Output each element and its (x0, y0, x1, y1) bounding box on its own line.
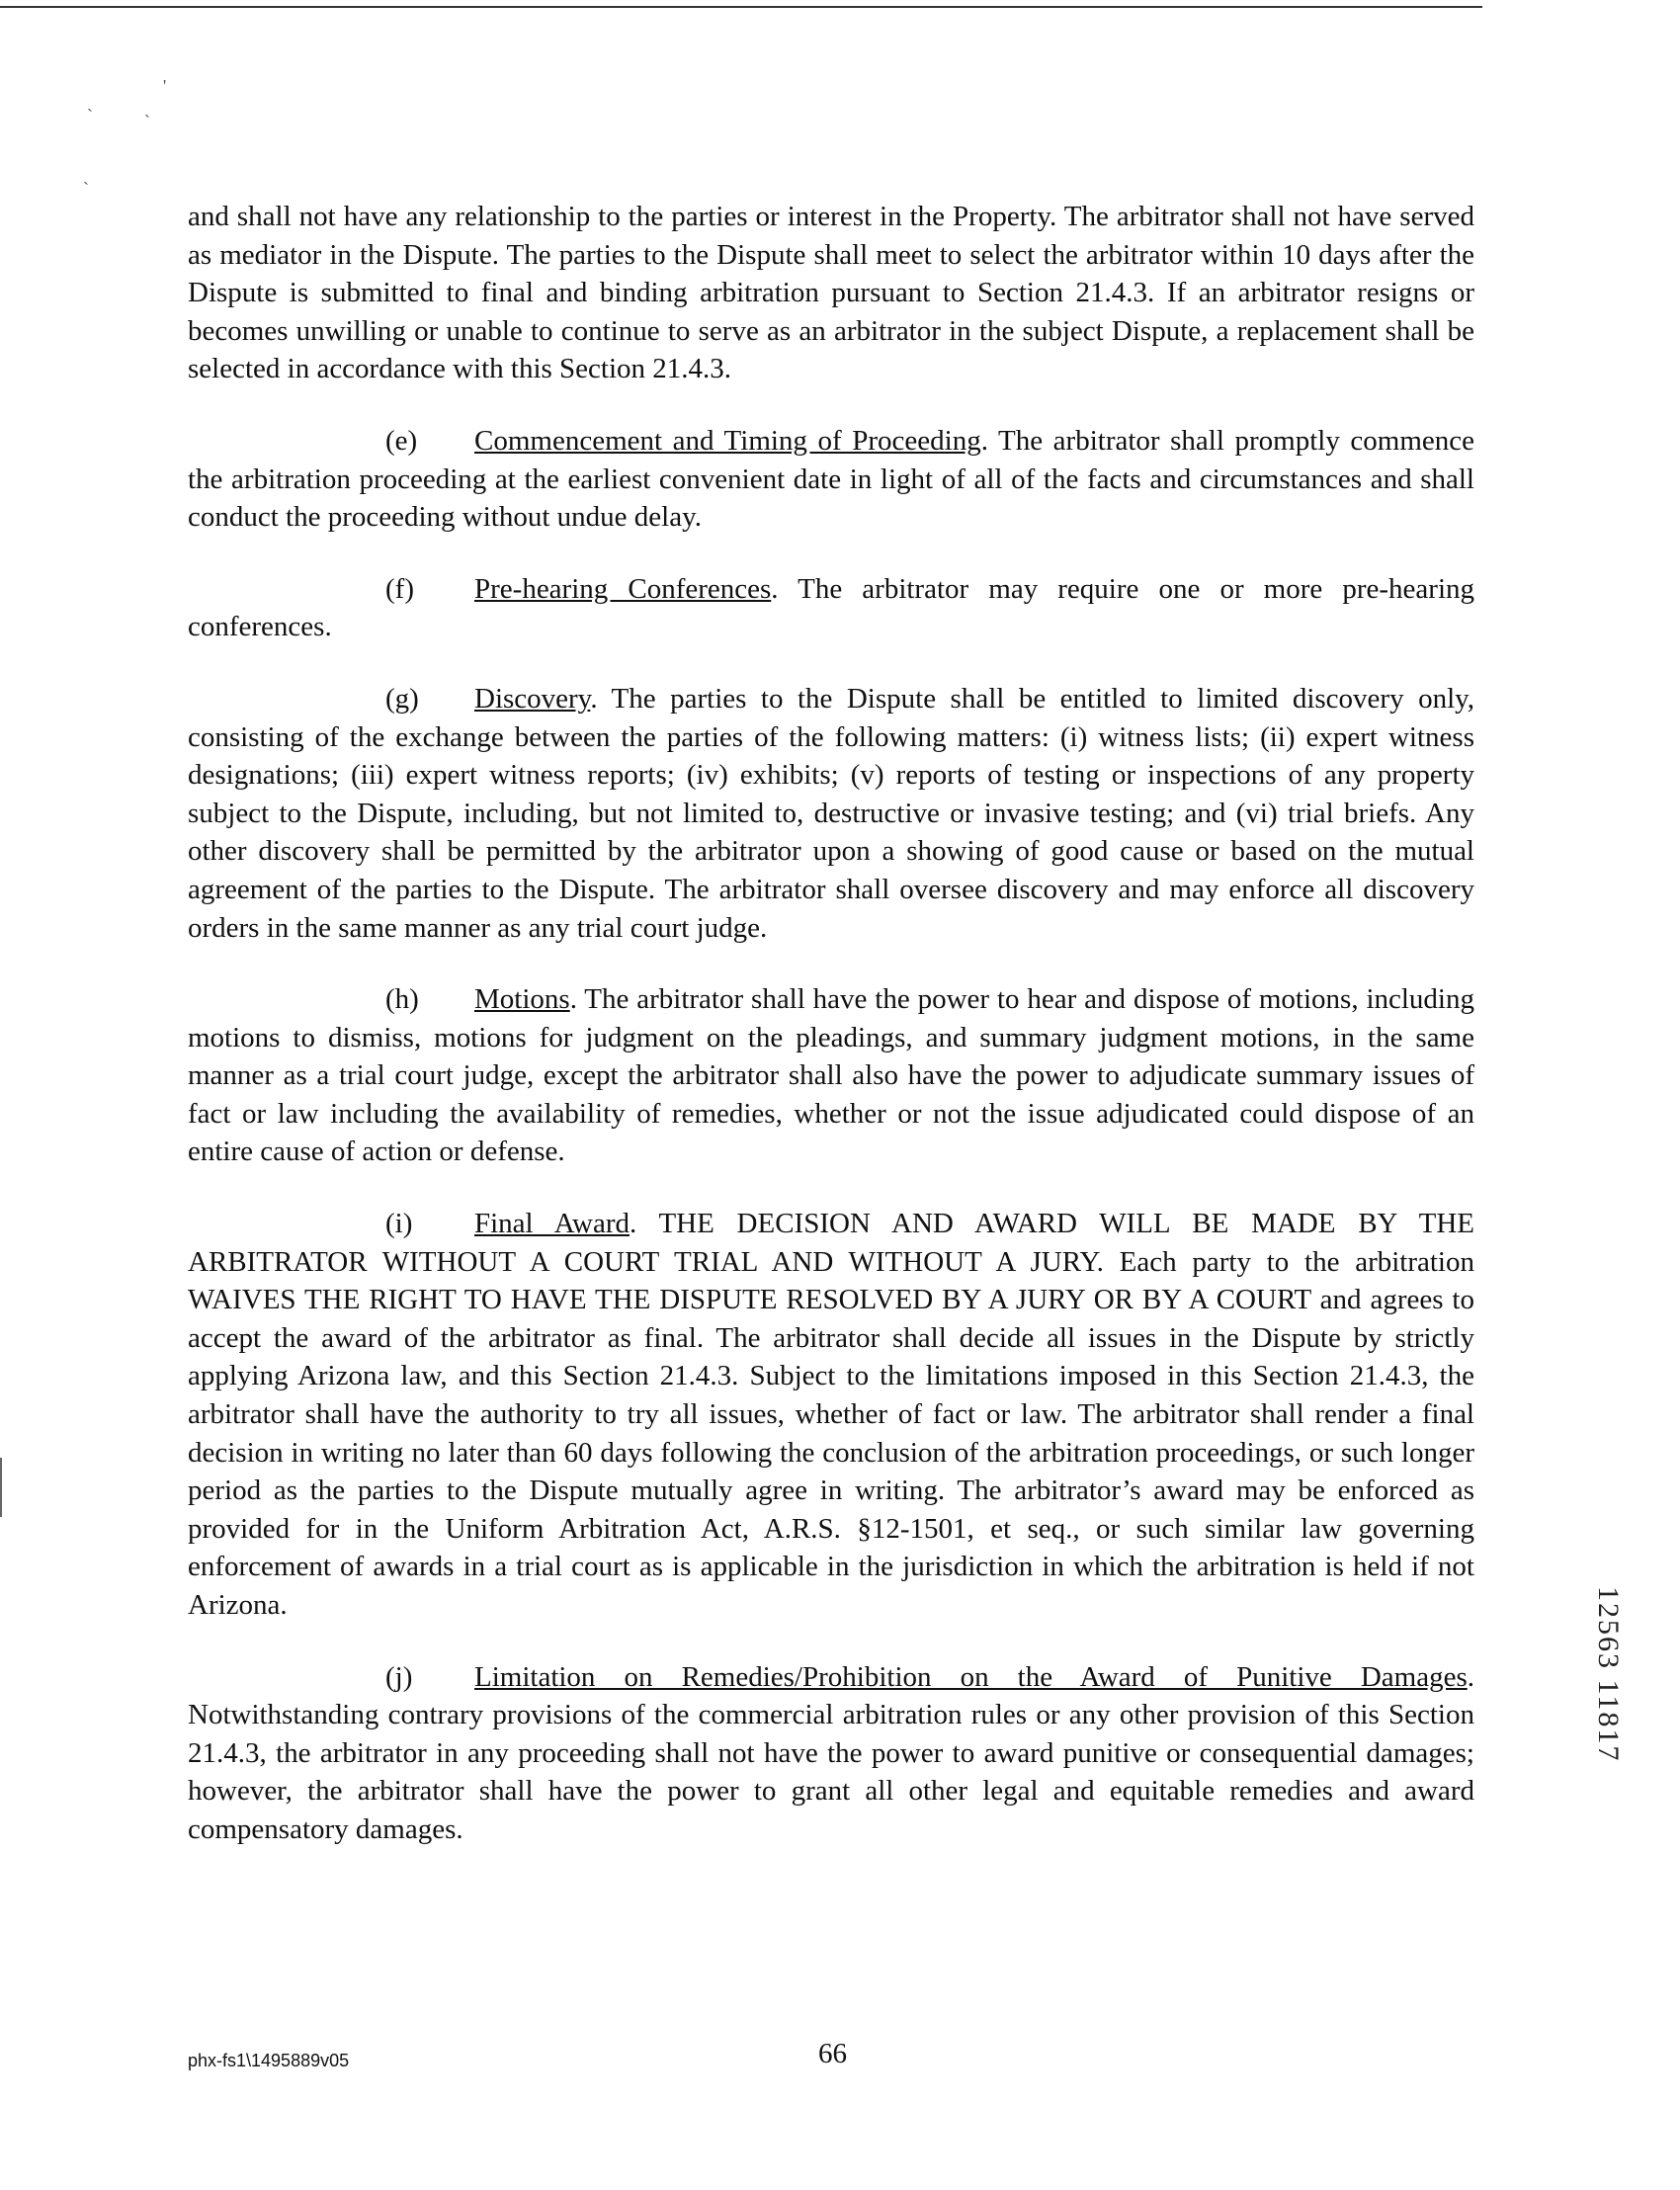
document-body (188, 198, 1474, 1883)
paragraph-g-text: . The parties to the Dispute shall be entitled to limited discovery only, consisting of the exchange between the parties of the following matters: (i) witness lists; (ii) expert witness designations; (iii) expert witness reports; (iv) exhibits; (v) reports of testing or inspections of any property subject to the Dispute, including, but not limited to, destructive or invasive testing; and (vi) trial briefs. Any other discovery shall be permitted by the arbitrator upon a showing of good cause or based on the mutual agreement of the parties to the Dispute. The arbitrator shall oversee discovery and may enforce all discovery orders in the same manner as any trial court judge. (188, 682, 1474, 944)
paragraph-f (188, 570, 1474, 646)
paragraph-h-label: (h) (385, 983, 419, 1016)
scan-speck: ' (163, 76, 167, 96)
footer-document-id: phx-fs1\1495889v05 (188, 2051, 350, 2070)
paragraph-e (188, 422, 1474, 537)
scan-speck: ` (87, 106, 93, 126)
paragraph-j-text: . Notwithstanding contrary provisions of the commercial arbitration rules or any other provision of this Section 21.4.3, the arbitrator in any proceeding shall not have the power to award punitive or consequential damages; however, the arbitrator shall have the power to grant all other legal and equitable remedies and award compensatory damages. (188, 1660, 1474, 1845)
paragraph-i (188, 1205, 1474, 1625)
paragraph-f-label: (f) (385, 572, 414, 605)
left-margin-scan-mark (0, 1458, 2, 1517)
paragraph-f-heading: Pre-hearing Conferences (474, 572, 772, 605)
paragraph-e-label: (e) (385, 424, 418, 457)
paragraph-h-text: . The arbitrator shall have the power to hear and dispose of motions, including motions to dismiss, motions for judgment on the pleadings, and summary judgment motions, in the same manner as a trial court judge, except the arbitrator shall also have the power to adjudicate summary issues of fact or law including the availability of remedies, whether or not the issue adjudicated could dispose of an entire cause of action or defense. (188, 983, 1474, 1168)
paragraph-i-text: . THE DECISION AND AWARD WILL BE MADE BY THE ARBITRATOR WITHOUT A COURT TRIAL AND WITHOUT A JURY. Each party to the arbitration WAIVES THE RIGHT TO HAVE THE DISPUTE RESOLVED BY A JURY OR BY A COURT and agrees to accept the award of the arbitrator as final. The arbitrator shall decide all issues in the Dispute by strictly applying Arizona law, and this Section 21.4.3. Subject to the limitations imposed in this Section 21.4.3, the arbitrator shall have the authority to try all issues, whether of fact or law. The arbitrator shall render a final decision in writing no later than 60 days following the conclusion of the arbitration proceedings, or such longer period as the parties to the Dispute mutually agree in writing. The arbitrator’s award may be enforced as provided for in the Uniform Arbitration Act, A.R.S. §12-1501, et seq., or such similar law governing enforcement of awards in a trial court as is applicable in the jurisdiction in which the arbitration is held if not Arizona. (188, 1208, 1474, 1621)
paragraph-j-heading: Limitation on Remedies/Prohibition on the Award of Punitive Damages (474, 1660, 1468, 1693)
paragraph-h-heading: Motions (474, 983, 570, 1016)
scan-speck: ` (83, 179, 89, 199)
paragraph-e-heading: Commencement and Timing of Proceeding (474, 424, 981, 457)
paragraph-f-text: . The arbitrator may require one or more pre-hearing conferences. (188, 572, 1475, 643)
margin-bates-stamp: 12563 11817 (1592, 1586, 1625, 1763)
paragraph-intro (188, 198, 1474, 388)
paragraph-intro-text: and shall not have any relationship to the parties or interest in the Property. The arbitrator shall not have served as mediator in the Dispute. The parties to the Dispute shall meet to select the arbitrator within 10 days after the Dispute is submitted to final and binding arbitration pursuant to Section 21.4.3. If an arbitrator resigns or becomes unwilling or unable to continue to serve as an arbitrator in the subject Dispute, a replacement shall be selected in accordance with this Section 21.4.3. (188, 201, 1474, 385)
paragraph-i-heading: Final Award (474, 1208, 630, 1240)
top-scan-edge-line (0, 6, 1482, 8)
paragraph-h (188, 980, 1474, 1171)
scan-speck: ` (144, 112, 150, 131)
paragraph-i-label: (i) (385, 1208, 413, 1240)
paragraph-j (188, 1658, 1474, 1849)
paragraph-g-heading: Discovery (474, 682, 591, 715)
paragraph-e-text: . The arbitrator shall promptly commence the arbitration proceeding at the earliest convenient date in light of all of the facts and circumstances and shall conduct the proceeding without undue delay. (188, 424, 1474, 534)
paragraph-g (188, 680, 1474, 947)
paragraph-j-label: (j) (385, 1660, 413, 1693)
page-number: 66 (818, 2038, 847, 2069)
paragraph-g-label: (g) (385, 682, 419, 715)
